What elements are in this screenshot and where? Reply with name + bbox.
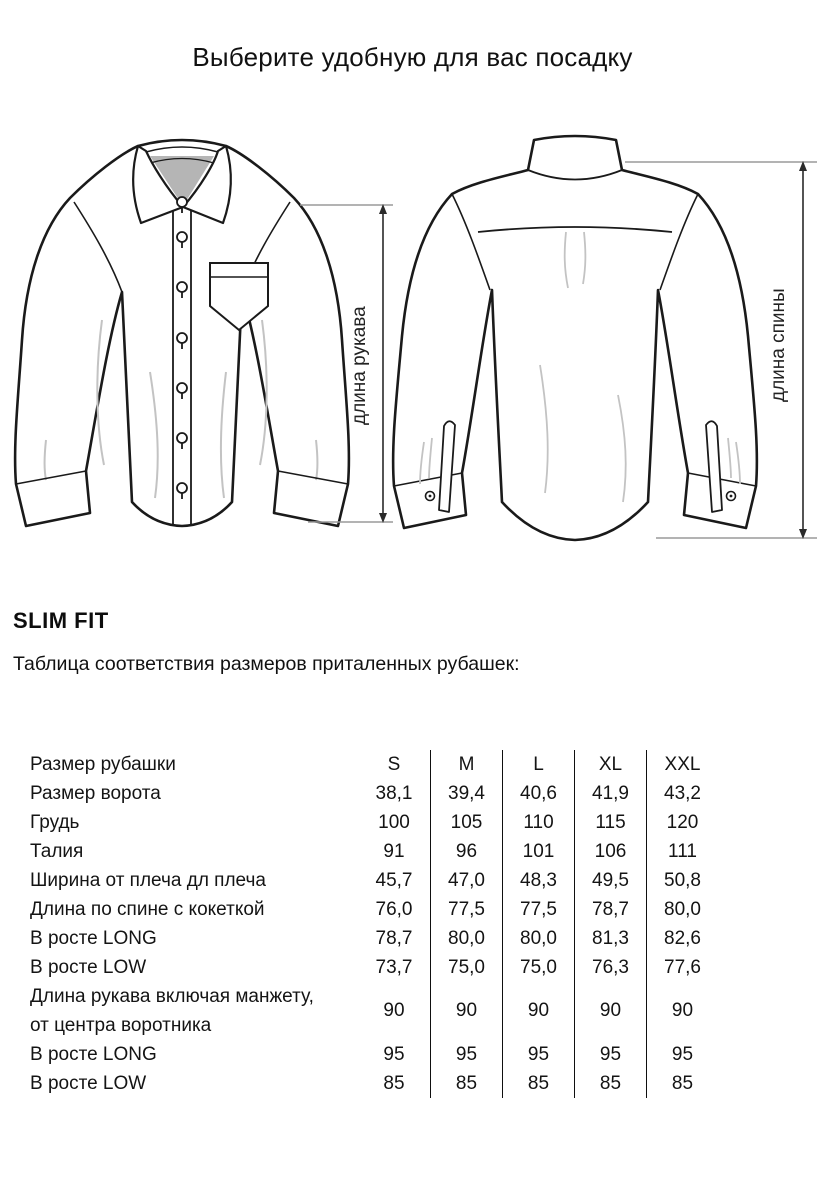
size-value-cell: 38,1 [375, 782, 413, 804]
size-value-cell: 47,0 [430, 866, 502, 895]
size-value-cell: 77,5 [502, 895, 574, 924]
size-value-cell: 40,6 [502, 779, 574, 808]
size-value-cell: 49,5 [574, 866, 646, 895]
size-value-cell: 76,3 [574, 953, 646, 982]
size-value-cell: 85 [383, 1072, 405, 1094]
size-value-cell: 115 [574, 808, 646, 837]
size-value-cell: 111 [646, 837, 718, 866]
shirt-back-drawing [393, 136, 757, 540]
shirt-diagram-canvas [0, 110, 825, 555]
size-value-cell: 100 [378, 811, 410, 833]
size-value-cell: 75,0 [430, 953, 502, 982]
sleeve-length-label: длина рукава [349, 306, 370, 426]
size-value-cell: 95 [646, 1040, 718, 1069]
row-label: Длина рукава включая манжету, от центра воротника [30, 986, 314, 1036]
size-value-cell: 75,0 [502, 953, 574, 982]
size-value-cell: 77,6 [646, 953, 718, 982]
row-label: Ширина от плеча дл плеча [30, 870, 266, 891]
size-value-cell: 90 [574, 982, 646, 1040]
size-value-cell: 85 [574, 1069, 646, 1098]
size-value-cell: 85 [430, 1069, 502, 1098]
row-label: В росте LONG [30, 928, 157, 949]
table-header-row [30, 750, 718, 779]
table-row [30, 808, 718, 837]
size-value-cell: 80,0 [502, 924, 574, 953]
table-row [30, 837, 718, 866]
header-row-label: Размер рубашки [30, 754, 176, 775]
size-value-cell: 76,0 [375, 898, 413, 920]
table-row [30, 895, 718, 924]
table-row [30, 779, 718, 808]
size-value-cell: 50,8 [646, 866, 718, 895]
size-value-cell: 90 [502, 982, 574, 1040]
size-value-cell: 90 [383, 1000, 405, 1021]
size-value-cell: 91 [383, 840, 405, 862]
row-label: В росте LONG [30, 1044, 157, 1065]
table-row [30, 953, 718, 982]
row-label: Длина по спине с кокеткой [30, 899, 265, 920]
size-value-cell: 82,6 [646, 924, 718, 953]
size-value-cell: 110 [502, 808, 574, 837]
size-value-cell: 95 [430, 1040, 502, 1069]
size-header-cell: XL [574, 750, 646, 779]
size-value-cell: 85 [502, 1069, 574, 1098]
size-value-cell: 78,7 [574, 895, 646, 924]
size-value-cell: 101 [502, 837, 574, 866]
size-value-cell: 43,2 [646, 779, 718, 808]
table-row [30, 1069, 718, 1098]
size-value-cell: 96 [430, 837, 502, 866]
table-row [30, 1040, 718, 1069]
row-label: В росте LOW [30, 957, 147, 978]
size-value-cell: 78,7 [375, 927, 413, 949]
size-table [30, 750, 718, 1098]
size-value-cell: 45,7 [375, 869, 413, 891]
page-title: Выберите удобную для вас посадку [192, 42, 633, 72]
shirt-front-drawing [15, 140, 349, 526]
shirt-fit-diagram [0, 110, 825, 555]
size-value-cell: 39,4 [430, 779, 502, 808]
size-table-body [30, 779, 718, 1098]
row-label: Грудь [30, 812, 80, 833]
table-row [30, 866, 718, 895]
size-value-cell: 95 [383, 1043, 405, 1065]
row-label: В росте LOW [30, 1073, 147, 1094]
size-value-cell: 80,0 [430, 924, 502, 953]
size-value-cell: 77,5 [430, 895, 502, 924]
size-value-cell: 90 [430, 982, 502, 1040]
size-value-cell: 90 [646, 982, 718, 1040]
size-value-cell: 85 [646, 1069, 718, 1098]
size-value-cell: 80,0 [646, 895, 718, 924]
size-value-cell: 105 [430, 808, 502, 837]
size-value-cell: 73,7 [375, 956, 413, 978]
size-value-cell: 95 [574, 1040, 646, 1069]
table-subtitle: Таблица соответствия размеров приталенных рубашек: [13, 653, 520, 675]
table-row [30, 982, 718, 1040]
size-header-cell: M [430, 750, 502, 779]
row-label: Талия [30, 841, 84, 862]
fit-heading: SLIM FIT [13, 608, 109, 633]
size-header-cell: S [387, 753, 401, 775]
row-label: Размер ворота [30, 783, 161, 804]
size-value-cell: 120 [646, 808, 718, 837]
size-value-cell: 95 [502, 1040, 574, 1069]
size-header-cell: XXL [646, 750, 718, 779]
size-header-cell: L [502, 750, 574, 779]
size-value-cell: 106 [574, 837, 646, 866]
back-length-label: длина спины [768, 288, 789, 402]
table-row [30, 924, 718, 953]
size-value-cell: 41,9 [574, 779, 646, 808]
size-value-cell: 81,3 [574, 924, 646, 953]
size-value-cell: 48,3 [502, 866, 574, 895]
